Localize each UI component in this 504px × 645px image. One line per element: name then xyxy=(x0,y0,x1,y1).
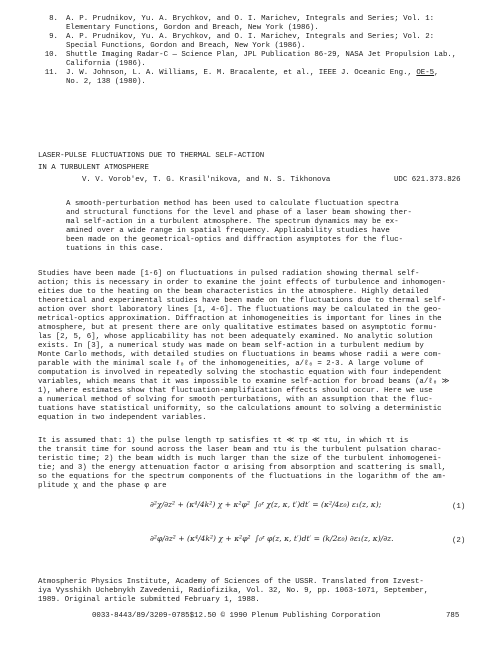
reference-text-part: J. W. Johnson, L. A. Williams, E. M. Bracalente, et al., IEEE J. Oceanic Eng., xyxy=(66,69,417,77)
reference-list xyxy=(38,15,478,87)
reference-text: A. P. Prudnikov, Yu. A. Brychkov, and O. I. Marichev, Integrals and Series; Vol. 1: Elementary Functions, Gordon and Breach, New York (1986). xyxy=(66,15,435,32)
article-authors: V. V. Vorob'ev, T. G. Krasil'nikova, and N. S. Tikhonova xyxy=(82,176,331,184)
equation-1-number: (1) xyxy=(452,503,466,511)
equation-1-lhs: ∂²χ/∂z² + (κ⁴/4k²) χ + κ²φ² xyxy=(150,500,250,509)
reference-text-part: , No. 2, 138 (1980). xyxy=(66,69,439,86)
equation-2-rhs: ∫₀ᶻ φ(z, κ, t′)dt′ = (k/2ε₀) ∂ε₁(z, κ)/∂z. xyxy=(255,534,394,543)
equation-1 xyxy=(150,500,480,528)
reference-number: 9. xyxy=(49,33,58,41)
page-number: 785 xyxy=(446,612,460,620)
reference-text: Shuttle Imaging Radar-C — Science Plan, JPL Publication 86-29, NASA Jet Propulsion Lab., California (1986). xyxy=(66,51,457,68)
reference-number: 8. xyxy=(49,15,58,23)
reference-text: A. P. Prudnikov, Yu. A. Brychkov, and O. I. Marichev, Integrals and Series; Vol. 2: Special Functions, Gordon and Breach, New York (1986). xyxy=(66,33,435,50)
reference-item xyxy=(38,51,478,69)
equation-2-number: (2) xyxy=(452,537,466,545)
body-paragraph-1: Studies have been made [1-6] on fluctuations in pulsed radiation showing thermal self- action; this is necessary in order to examine the joint effects of turbulence and inhomogen- eities due to the heating on the beam characteristics in the atmosphere. Highly detailed theoretical and experimental studies have been made on the fluctuations due to thermal self- action over short laboratory lines [1, 4-6]. The fluctuations may be calculated in the geo- metrical-optics approximation. Diffraction at inhomogeneities is important for lines in the atmosphere, but at present there are only qualitative estimates based on asymptotic formu- las [2, 5, 6], whose applicability has not been adequately examined. No analytic solution exists. In [3], a numerical study was made on beam self-action in a turbulent medium by Monte Carlo methods, with detailed studies on fluctuations in beams whose radii a were com- parable with the minimal scale ℓ₀ of the inhomogeneities, a/ℓ₀ = 2-3. A large volume of computation is involved in repeatedly solving the stochastic equation with four independent variables, which means that it was impossible to examine self-action for broad beams (a/ℓ₀ ≫ 1), where estimates show that fluctuation-amplification effects should occur. Here we use a numerical method of solving for smooth perturbations, with an assumption that the fluc- tuations have statistical uniformity, so the calculations amount to solving a deterministic equation in two independent variables. xyxy=(38,270,450,422)
reference-item xyxy=(38,69,478,87)
footnote: Atmospheric Physics Institute, Academy of Sciences of the USSR. Translated from Izvest- iya Vysshikh Uchebnykh Zavedenii, Radiofizika, Vol. 32, No. 9, pp. 1063-1071, September, 1989. Original article submitted February 1, 1988. xyxy=(38,578,429,604)
article-abstract: A smooth-perturbation method has been used to calculate fluctuation spectra and structural functions for the level and phase of a laser beam showing ther- mal self-action in a turbulent atmosphere. The spectrum dynamics may be ex- amined over a wide range in spatial frequency. Applicability studies have been made on the geometrical-optics and diffraction asymptotes for the fluc- tuations in this case. xyxy=(66,200,412,253)
reference-item xyxy=(38,33,478,51)
article-title: LASER-PULSE FLUCTUATIONS DUE TO THERMAL SELF-ACTION IN A TURBULENT ATMOSPHERE xyxy=(38,152,265,172)
reference-number: 10. xyxy=(44,51,58,59)
equation-2-lhs: ∂²φ/∂z² + (κ⁴/4k²) χ + κ²φ² xyxy=(150,534,251,543)
udc-code: UDC 621.373.826 xyxy=(394,176,461,184)
equation-1-rhs: ∫₀ᶻ χ(z, κ, t′)dt′ = (κ²/4ε₀) ε₁(z, κ); xyxy=(254,500,382,509)
reference-text xyxy=(66,69,478,87)
body-paragraph-2: It is assumed that: 1) the pulse length τp satisfies τt ≪ τp ≪ τtu, in which τt is the transit time for sound across the laser beam and τtu is the turbulent pulsation charac- teristic time; 2) the beam width is much larger than the size of the turbulent inhomogenei- tie; and 3) the energy attenuation factor α arising from absorption and scattering is small, so the equations for the spectrum components of the fluctuations in the logarithm of the am- plitude χ and the phase φ are xyxy=(38,437,447,490)
reference-item xyxy=(38,15,478,33)
reference-number: 11. xyxy=(44,69,58,77)
equation-2 xyxy=(150,534,480,562)
publisher-code: 0033-8443/89/3209-0785$12.50 © 1990 Plenum Publishing Corporation xyxy=(92,612,381,620)
volume-link: OE-5 xyxy=(416,69,435,77)
